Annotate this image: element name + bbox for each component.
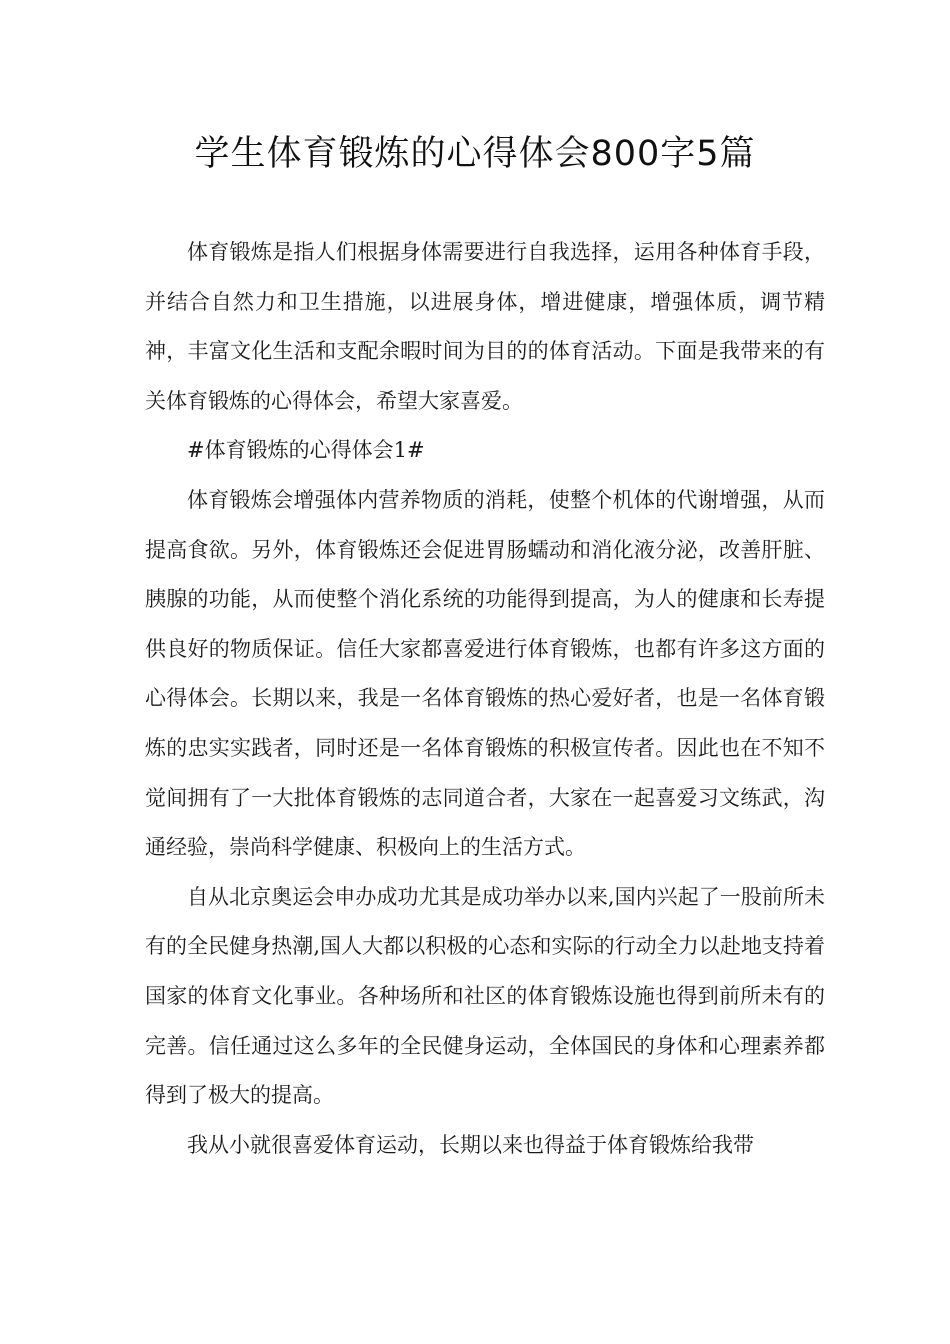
body-paragraph-2: 自从北京奥运会申办成功尤其是成功举办以来,国内兴起了一股前所未有的全民健身热潮,国人大都以积极的心态和实际的行动全力以赴地支持着国家的体育文化事业。各种场所和社区的体育锻炼设施也得到前所未有的完善。信任通过这么多年的全民健身运动，全体国民的身体和心理素养都得到了极大的提高。 [145,884,825,1108]
section-heading-1: #体育锻炼的心得体会1# [187,438,425,463]
body-paragraph-3: 我从小就很喜爱体育运动，长期以来也得益于体育锻炼给我带 [187,1132,754,1157]
body-paragraph-1: 体育锻炼会增强体内营养物质的消耗，使整个机体的代谢增强，从而提高食欲。另外，体育锻炼还会促进胃肠蠕动和消化液分泌，改善肝脏、胰腺的功能，从而使整个消化系统的功能得到提高，为人的健康和长寿提供良好的物质保证。信任大家都喜爱进行体育锻炼，也都有许多这方面的心得体会。长期以来，我是一名体育锻炼的热心爱好者，也是一名体育锻炼的忠实实践者，同时还是一名体育锻炼的积极宣传者。因此也在不知不觉间拥有了一大批体育锻炼的志同道合者，大家在一起喜爱习文练武，沟通经验，崇尚科学健康、积极向上的生活方式。 [145,487,825,860]
document-title: 学生体育锻炼的心得体会800字5篇 [194,134,756,174]
document-body [145,228,825,1170]
intro-paragraph: 体育锻炼是指人们根据身体需要进行自我选择，运用各种体育手段，并结合自然力和卫生措施，以进展身体，增进健康，增强体质，调节精神，丰富文化生活和支配余暇时间为目的的体育活动。下面是我带来的有关体育锻炼的心得体会，希望大家喜爱。 [145,240,825,413]
